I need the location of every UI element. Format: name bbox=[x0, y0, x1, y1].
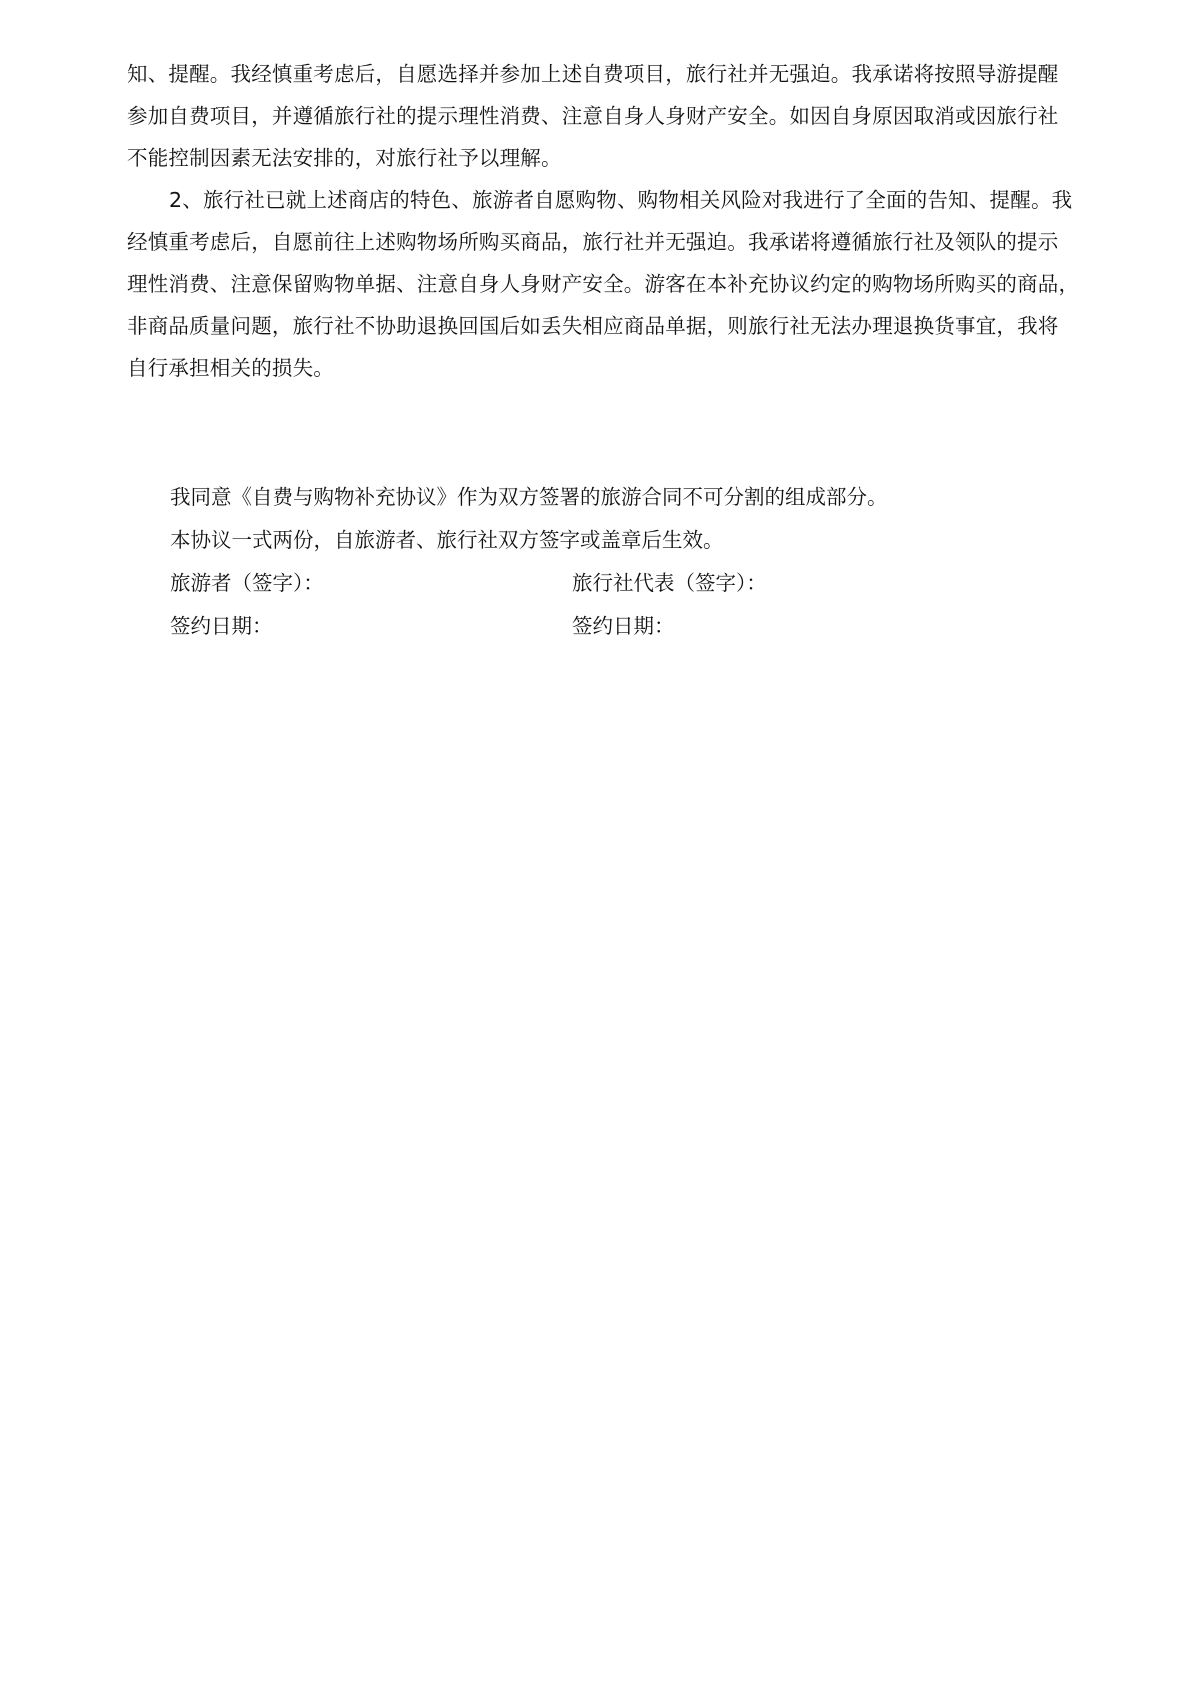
paragraph-line: 2、旅行社已就上述商店的特色、旅游者自愿购物、购物相关风险对我进行了全面的告知、提醒。我 bbox=[169, 188, 1073, 212]
agency-signature-label: 旅行社代表（签字）： bbox=[572, 571, 767, 595]
paragraph-line: 知、提醒。我经慎重考虑后，自愿选择并参加上述自费项目，旅行社并无强迫。我承诺将按照导游提醒 bbox=[127, 62, 1059, 86]
signature-row bbox=[170, 562, 1070, 605]
paragraph-line: 非商品质量问题，旅行社不协助退换回国后如丢失相应商品单据，则旅行社无法办理退换货事宜，我将 bbox=[127, 314, 1059, 338]
signature-section bbox=[170, 476, 1070, 648]
agency-date-label: 签约日期： bbox=[572, 614, 675, 638]
tourist-date-label: 签约日期： bbox=[170, 614, 273, 638]
paragraph-shopping bbox=[127, 179, 1097, 389]
effectiveness-statement: 本协议一式两份，自旅游者、旅行社双方签字或盖章后生效。 bbox=[170, 528, 724, 552]
tourist-signature-label: 旅游者（签字）： bbox=[170, 571, 324, 595]
paragraph-line: 理性消费、注意保留购物单据、注意自身人身财产安全。游客在本补充协议约定的购物场所购买的商品， bbox=[127, 272, 1080, 296]
agreement-statement: 我同意《自费与购物补充协议》作为双方签署的旅游合同不可分割的组成部分。 bbox=[170, 485, 888, 509]
agreement-body bbox=[127, 53, 1097, 389]
paragraph-self-paid-items bbox=[127, 53, 1097, 179]
date-row bbox=[170, 605, 1070, 648]
paragraph-line: 经慎重考虑后，自愿前往上述购物场所购买商品，旅行社并无强迫。我承诺将遵循旅行社及领队的提示 bbox=[127, 230, 1059, 254]
paragraph-line: 不能控制因素无法安排的，对旅行社予以理解。 bbox=[127, 146, 562, 170]
paragraph-line: 自行承担相关的损失。 bbox=[127, 356, 334, 380]
paragraph-line: 参加自费项目，并遵循旅行社的提示理性消费、注意自身人身财产安全。如因自身原因取消或因旅行社 bbox=[127, 104, 1059, 128]
